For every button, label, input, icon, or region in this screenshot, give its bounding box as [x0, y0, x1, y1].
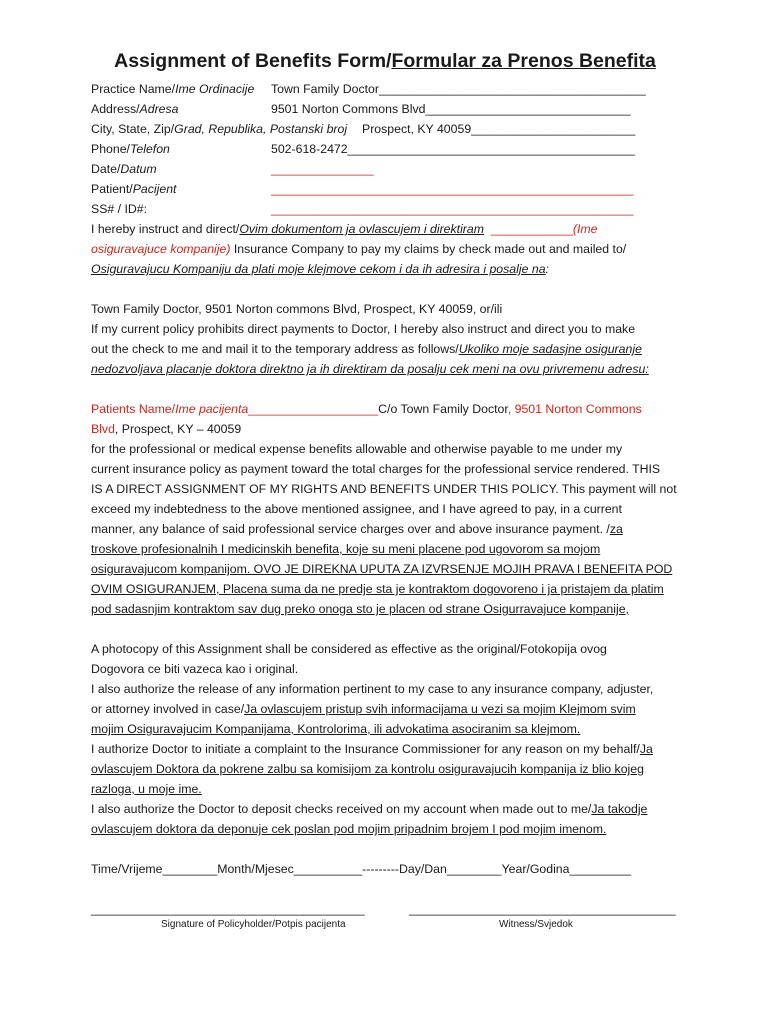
signature-label-policyholder: Signature of Policyholder/Potpis pacijenta	[161, 919, 346, 930]
paragraph-instruct-line3	[91, 259, 549, 279]
paragraph-assignment-line5: IS A DIRECT ASSIGNMENT OF MY RIGHTS AND BENEFITS UNDER THIS POLICY. This payment will not	[91, 482, 677, 496]
date-fields-line[interactable]: Time/Vrijeme________Month/Mjesec__________---------Day/Dan________Year/Godina_________	[91, 862, 632, 876]
paragraph-assignment-line1	[91, 399, 642, 419]
field-label-translation: Grad, Republika, Postanski broj	[174, 122, 348, 136]
paragraph-complaint-line1	[91, 739, 653, 759]
paragraph-assignment-line8: troskove profesionalnih I medicinskih benefita, koje su meni placene pod ugovorom sa mojom	[91, 542, 601, 556]
text-span: Patients Name/	[91, 402, 176, 416]
paragraph-address-line4: nedozvoljava placanje doktora direktno ja ih direktiram da posalju cek meni na ovu privremenu adresu:	[91, 362, 649, 376]
field-phone	[91, 139, 170, 159]
signature-line-policyholder[interactable]: ________________________________________	[91, 902, 365, 916]
field-address-value[interactable]: 9501 Norton Commons Blvd______________________________	[271, 102, 631, 116]
paragraph-address-line1: Town Family Doctor, 9501 Norton commons Blvd, Prospect, KY 40059, or/ili	[91, 302, 503, 316]
paragraph-release-line1: I also authorize the release of any information pertinent to my case to any insurance company, adjuster,	[91, 682, 654, 696]
paragraph-assignment-line11: pod sadasnjim kontraktom sav dug preko onoga sto je placen od strane Osigurravajuce kompanije,	[91, 602, 629, 616]
field-label-translation: Ime Ordinacije	[175, 82, 255, 96]
text-span: I also authorize the Doctor to deposit checks received on my account when made out to me/	[91, 802, 592, 816]
field-city	[91, 119, 347, 139]
insurance-company-blank[interactable]: ____________	[490, 222, 573, 236]
signature-line-witness[interactable]: _______________________________________	[409, 902, 676, 916]
patient-name-blank[interactable]: ___________________	[248, 402, 379, 416]
text-span: Ime pacijenta	[175, 402, 249, 416]
field-address	[91, 99, 179, 119]
text-span: Ukoliko moje sadasjne osiguranje	[458, 342, 642, 356]
paragraph-assignment-line10: OVIM OSIGURANJEM, Placena suma da ne predje sta je kontraktom dogovoreno i ja pristajem da platim	[91, 582, 664, 596]
field-ssid	[91, 199, 147, 219]
field-ssid-value[interactable]: _____________________________________________________	[271, 202, 634, 216]
form-title	[0, 50, 770, 73]
paragraph-assignment-line3: for the professional or medical expense benefits allowable and otherwise payable to me under my	[91, 442, 623, 456]
text-span: , Prospect, KY – 40059	[114, 422, 242, 436]
paragraph-photocopy-line2: Dogovora ce biti vazeca kao i original.	[91, 662, 299, 676]
text-span: I authorize Doctor to initiate a complaint to the Insurance Commissioner for any reason on my behalf/	[91, 742, 640, 756]
field-label: Date/	[91, 162, 121, 176]
text-span: Ja	[639, 742, 653, 756]
text-span: Osiguravajucu Kompaniju da plati moje klejmove cekom i da ih adresira i posalje na	[91, 262, 546, 276]
text-span: Ja ovlascujem pristup svih informacijama u vezi sa mojim Klejmom svim	[244, 702, 636, 716]
paragraph-release-line3: mojim Osiguravajucim Kompanijama, Kontrolorima, ili advokatima asociranim sa klejmom.	[91, 722, 581, 736]
text-span: manner, any balance of said professional service charges over and above insurance payment. /	[91, 522, 610, 536]
text-span: osiguravajuce kompanije)	[91, 242, 231, 256]
text-span: Ovim dokumentom ja ovlascujem i direktiram	[239, 222, 484, 236]
title-bosnian: Formular za Prenos Benefita	[391, 50, 656, 72]
text-span: out the check to me and mail it to the temporary address as follows/	[91, 342, 459, 356]
text-span: (Ime	[572, 222, 598, 236]
text-span: Ja takodje	[591, 802, 648, 816]
text-span: Insurance Company to pay my claims by check made out and mailed to/	[230, 242, 627, 256]
field-practice-value[interactable]: Town Family Doctor_______________________________________	[271, 82, 646, 96]
field-label: City, State, Zip/	[91, 122, 175, 136]
field-label: Address/	[91, 102, 140, 116]
paragraph-deposit-line1	[91, 799, 647, 819]
text-span: or attorney involved in case/	[91, 702, 245, 716]
paragraph-complaint-line3: razloga, u moje ime.	[91, 782, 202, 796]
paragraph-assignment-line9: osiguravajucom kompanijom. OVO JE DIREKNA UPUTA ZA IZVRSENJE MOJIH PRAVA I BENEFITA POD	[91, 562, 673, 576]
paragraph-photocopy-line1: A photocopy of this Assignment shall be considered as effective as the original/Fotokopija ovog	[91, 642, 607, 656]
signature-label-witness: Witness/Svjedok	[499, 919, 573, 930]
field-label: Patient/	[91, 182, 133, 196]
text-span: Blvd	[91, 422, 115, 436]
paragraph-assignment-line6: exceed my indebtedness to the above mentioned assignee, and I have agreed to pay, in a current	[91, 502, 622, 516]
field-patient	[91, 179, 176, 199]
paragraph-assignment-line2	[91, 419, 241, 439]
field-date	[91, 159, 157, 179]
text-span: C/o Town Family Doctor	[378, 402, 508, 416]
paragraph-release-line2	[91, 699, 636, 719]
text-span: I hereby instruct and direct/	[91, 222, 240, 236]
title-english: Assignment of Benefits Form/	[114, 50, 392, 72]
field-phone-value[interactable]: 502-618-2472__________________________________________	[271, 142, 635, 156]
paragraph-assignment-line4: current insurance policy as payment toward the total charges for the professional service rendered. THIS	[91, 462, 661, 476]
field-city-value[interactable]: Prospect, KY 40059________________________	[362, 122, 636, 136]
field-label: Phone/	[91, 142, 130, 156]
paragraph-complaint-line2: ovlascujem Doktora da pokrene zalbu sa komisijom za kontrolu osiguravajucih kompanija iz blio kojeg	[91, 762, 644, 776]
text-span: :	[545, 262, 549, 276]
paragraph-instruct-line2	[91, 239, 626, 259]
field-label-translation: Pacijent	[132, 182, 177, 196]
text-span: , 9501 Norton Commons	[507, 402, 642, 416]
field-patient-value[interactable]: _____________________________________________________	[271, 182, 634, 196]
paragraph-instruct-line1	[91, 219, 598, 239]
field-label-translation: Telefon	[129, 142, 170, 156]
field-label-translation: Adresa	[139, 102, 179, 116]
field-label-translation: Datum	[120, 162, 157, 176]
field-label: Practice Name/	[91, 82, 176, 96]
paragraph-address-line2: If my current policy prohibits direct payments to Doctor, I hereby also instruct and direct you to make	[91, 322, 636, 336]
text-span: za	[609, 522, 623, 536]
paragraph-assignment-line7	[91, 519, 623, 539]
field-date-value[interactable]: _______________	[271, 162, 374, 176]
field-practice	[91, 79, 254, 99]
paragraph-address-line3	[91, 339, 642, 359]
paragraph-deposit-line2: ovlascujem doktora da deponuje cek poslan pod mojim pripadnim brojem I pod mojim imenom.	[91, 822, 607, 836]
field-label: SS# / ID#:	[91, 202, 148, 216]
